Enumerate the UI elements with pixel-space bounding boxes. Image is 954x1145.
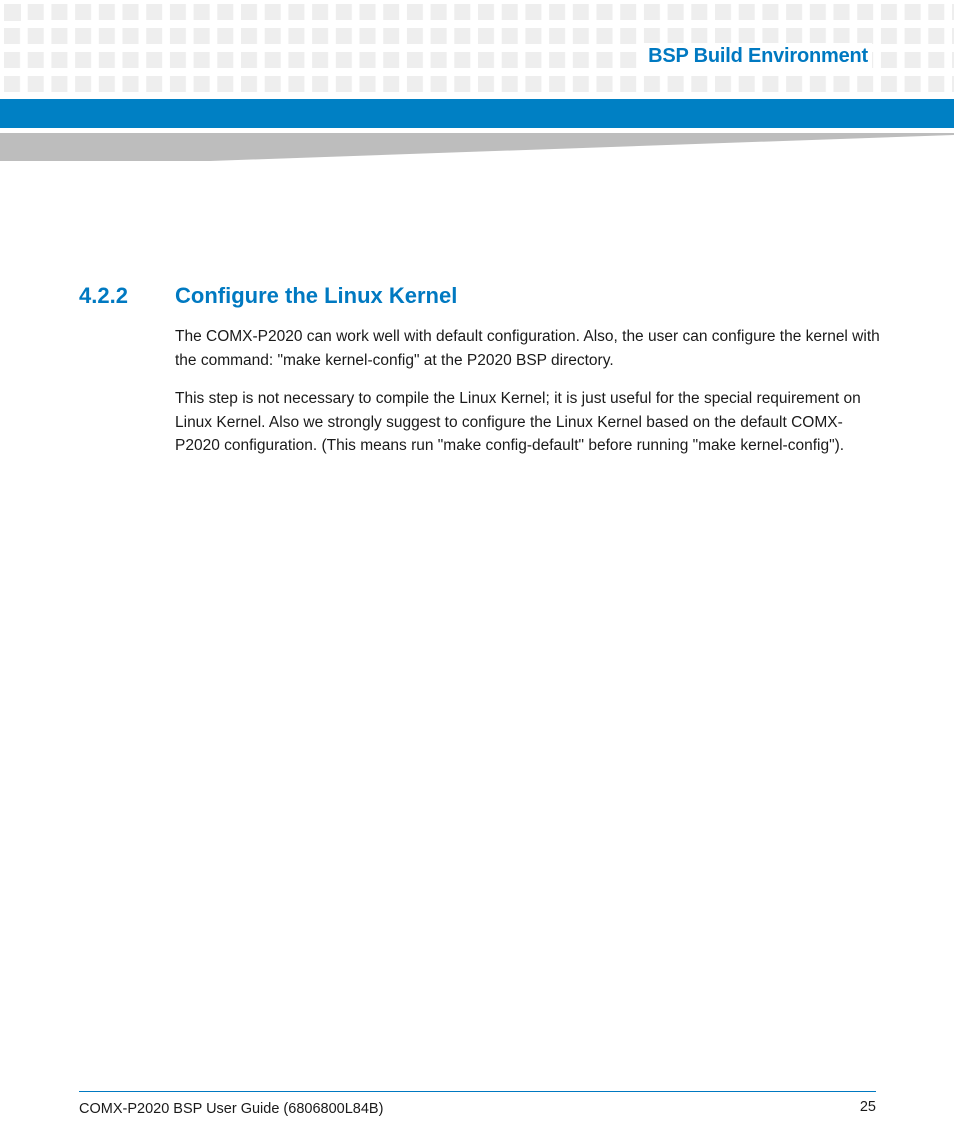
paragraph-1: The COMX-P2020 can work well with default configuration. Also, the user can configure the kernel with the command: "make kernel-config" at the P2020 BSP directory. bbox=[175, 328, 880, 369]
header-blue-band bbox=[0, 99, 954, 128]
header-gray-wedge bbox=[0, 131, 954, 163]
footer-rule bbox=[79, 1091, 876, 1092]
section-heading bbox=[79, 281, 457, 311]
paragraph-2: This step is not necessary to compile the Linux Kernel; it is just useful for the special requirement on Linux Kernel. Also we strongly suggest to configure the Linux Kernel based on the default COMX-P2020 configuration. (This means run "make config-default" before running "make kernel-config"). bbox=[175, 390, 861, 454]
footer-doc-title: COMX-P2020 BSP User Guide (6806800L84B) bbox=[79, 1101, 384, 1117]
section-title: Configure the Linux Kernel bbox=[175, 283, 458, 308]
running-header-title: BSP Build Environment bbox=[640, 43, 872, 69]
page-number: 25 bbox=[859, 1099, 876, 1115]
section-number: 4.2.2 bbox=[79, 283, 128, 308]
